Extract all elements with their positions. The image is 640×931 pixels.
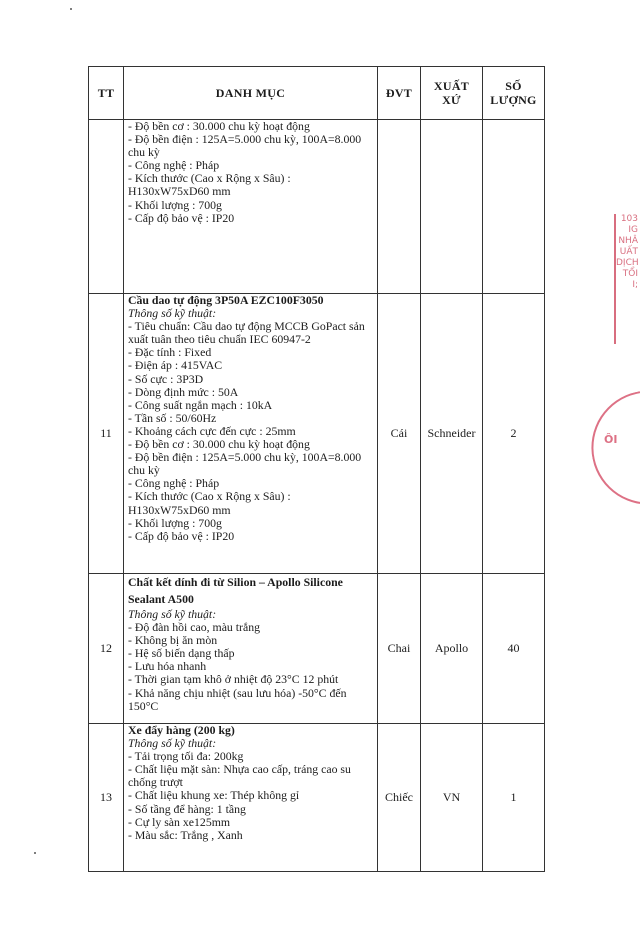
spec-line: - Số tầng để hàng: 1 tầng <box>128 801 246 816</box>
spec-line: - Công suất ngắn mạch : 10kA <box>128 397 273 412</box>
table-header-row <box>89 67 545 120</box>
spec-line: - Cự ly sàn xe125mm <box>128 814 231 829</box>
cell-dvt <box>378 120 421 294</box>
cell-danh-muc <box>124 574 378 724</box>
spec-label: Thông số kỹ thuật: <box>128 306 217 321</box>
stamp-text: IG <box>628 225 638 235</box>
spec-line: - Màu sắc: Trắng , Xanh <box>128 827 243 842</box>
cell-xuat-xu <box>421 120 483 294</box>
spec-line: - Công nghệ : Pháp <box>128 476 220 491</box>
spec-line: - Số cực : 3P3D <box>128 371 204 386</box>
cell-tt <box>89 120 124 294</box>
cell-so-luong: 2 <box>483 294 545 574</box>
cell-tt: 12 <box>89 574 124 724</box>
cell-dvt: Chai <box>378 574 421 724</box>
spec-line: - Tải trọng tối đa: 200kg <box>128 749 244 764</box>
spec-line: chu kỳ <box>128 145 160 160</box>
stamp-text: 103 <box>620 214 638 224</box>
spec-line: - Tiêu chuẩn: Cầu dao tự động MCCB GoPact sản <box>128 319 365 334</box>
header-dvt: ĐVT <box>378 67 421 120</box>
header-xuat-xu-line2: XỨ <box>442 93 461 107</box>
red-stamp-fragment-bottom <box>592 396 640 506</box>
spec-line: - Cấp độ bảo vệ : IP20 <box>128 528 235 543</box>
header-xuat-xu <box>421 67 483 120</box>
spec-line: - Kích thước (Cao x Rộng x Sâu) : <box>128 489 291 504</box>
stamp-arc <box>581 391 640 515</box>
cell-so-luong: 1 <box>483 724 545 872</box>
spec-line: - Độ bền cơ : 30.000 chu kỳ hoạt động <box>128 437 310 452</box>
cell-tt: 11 <box>89 294 124 574</box>
cell-so-luong: 40 <box>483 574 545 724</box>
spec-label: Thông số kỹ thuật: <box>128 607 217 621</box>
spec-line: - Thời gian tạm khô ở nhiệt độ 23°C 12 phút <box>128 672 339 687</box>
spec-line: - Độ bền điện : 125A=5.000 chu kỳ, 100A=8.000 <box>128 450 362 465</box>
spec-line: - Không bị ăn mòn <box>128 633 218 648</box>
spec-line: - Độ đàn hồi cao, màu trắng <box>128 620 261 635</box>
spec-line: - Đặc tính : Fixed <box>128 345 212 360</box>
spec-line: H130xW75xD60 mm <box>128 502 231 517</box>
spec-line: - Chất liệu khung xe: Thép không gỉ <box>128 788 300 803</box>
cell-xuat-xu: Apollo <box>421 574 483 724</box>
spec-line: - Khối lượng : 700g <box>128 197 222 212</box>
stamp-text: ÔI <box>604 433 618 446</box>
spec-line: - Khối lượng : 700g <box>128 515 222 530</box>
cell-so-luong <box>483 120 545 294</box>
cell-danh-muc <box>124 724 378 872</box>
spec-line: - Lưu hóa nhanh <box>128 659 207 674</box>
cell-dvt: Chiếc <box>378 724 421 872</box>
cell-danh-muc <box>124 120 378 294</box>
stamp-text: NHÂ <box>618 236 638 246</box>
header-danh-muc: DANH MỤC <box>124 67 378 120</box>
header-so-luong <box>483 67 545 120</box>
spec-line: chu kỳ <box>128 463 160 478</box>
cell-xuat-xu: VN <box>421 724 483 872</box>
scan-speck <box>70 8 72 10</box>
header-so-luong-line1: SỐ <box>505 79 522 93</box>
spec-line: - Độ bền điện : 125A=5.000 chu kỳ, 100A=8.000 <box>128 132 362 147</box>
spec-line: - Khoảng cách cực đến cực : 25mm <box>128 423 296 438</box>
spec-line: - Khả năng chịu nhiệt (sau lưu hóa) -50°C đến <box>128 685 347 700</box>
cell-danh-muc <box>124 294 378 574</box>
spec-line: xuất tuân theo tiêu chuẩn IEC 60947-2 <box>128 332 311 347</box>
stamp-text: UẤT <box>619 247 638 257</box>
spec-line: - Công nghệ : Pháp <box>128 158 220 173</box>
cell-tt: 13 <box>89 724 124 872</box>
equipment-table <box>88 66 545 872</box>
table-row-item-13 <box>89 724 545 872</box>
header-xuat-xu-line1: XUẤT <box>433 79 470 93</box>
spec-line: - Độ bền cơ : 30.000 chu kỳ hoạt động <box>128 119 310 133</box>
header-tt: TT <box>89 67 124 120</box>
spec-line: - Cấp độ bảo vệ : IP20 <box>128 210 235 225</box>
stamp-text: I; <box>632 280 638 290</box>
table-row-item-12 <box>89 574 545 724</box>
spec-line: - Dòng định mức : 50A <box>128 384 239 399</box>
item-title: Cầu dao tự động 3P50A EZC100F3050 <box>128 293 324 307</box>
item-title: Chất kết dính đi từ Silion – Apollo Silicone Sealant A500 <box>128 575 343 606</box>
spec-line: - Điện áp : 415VAC <box>128 358 223 373</box>
stamp-text: TỔI <box>622 269 638 279</box>
header-so-luong-line2: LƯỢNG <box>490 93 537 107</box>
red-stamp-fragment-top <box>614 214 640 344</box>
spec-line: 150°C <box>128 698 159 713</box>
item-title: Xe đẩy hàng (200 kg) <box>128 723 235 737</box>
stamp-text: DỊCH <box>616 258 639 268</box>
scan-speck <box>34 852 36 854</box>
spec-line: - Kích thước (Cao x Rộng x Sâu) : <box>128 171 291 186</box>
table-row-continued <box>89 120 545 294</box>
spec-line: H130xW75xD60 mm <box>128 184 231 199</box>
spec-line: - Chất liệu mặt sàn: Nhựa cao cấp, tráng cao su <box>128 762 351 777</box>
table-row-item-11 <box>89 294 545 574</box>
spec-line: - Hệ số biến dạng thấp <box>128 646 235 661</box>
spec-line: - Tần số : 50/60Hz <box>128 410 217 425</box>
spec-line: chống trượt <box>128 775 183 790</box>
spec-label: Thông số kỹ thuật: <box>128 736 217 751</box>
cell-xuat-xu: Schneider <box>421 294 483 574</box>
cell-dvt: Cái <box>378 294 421 574</box>
